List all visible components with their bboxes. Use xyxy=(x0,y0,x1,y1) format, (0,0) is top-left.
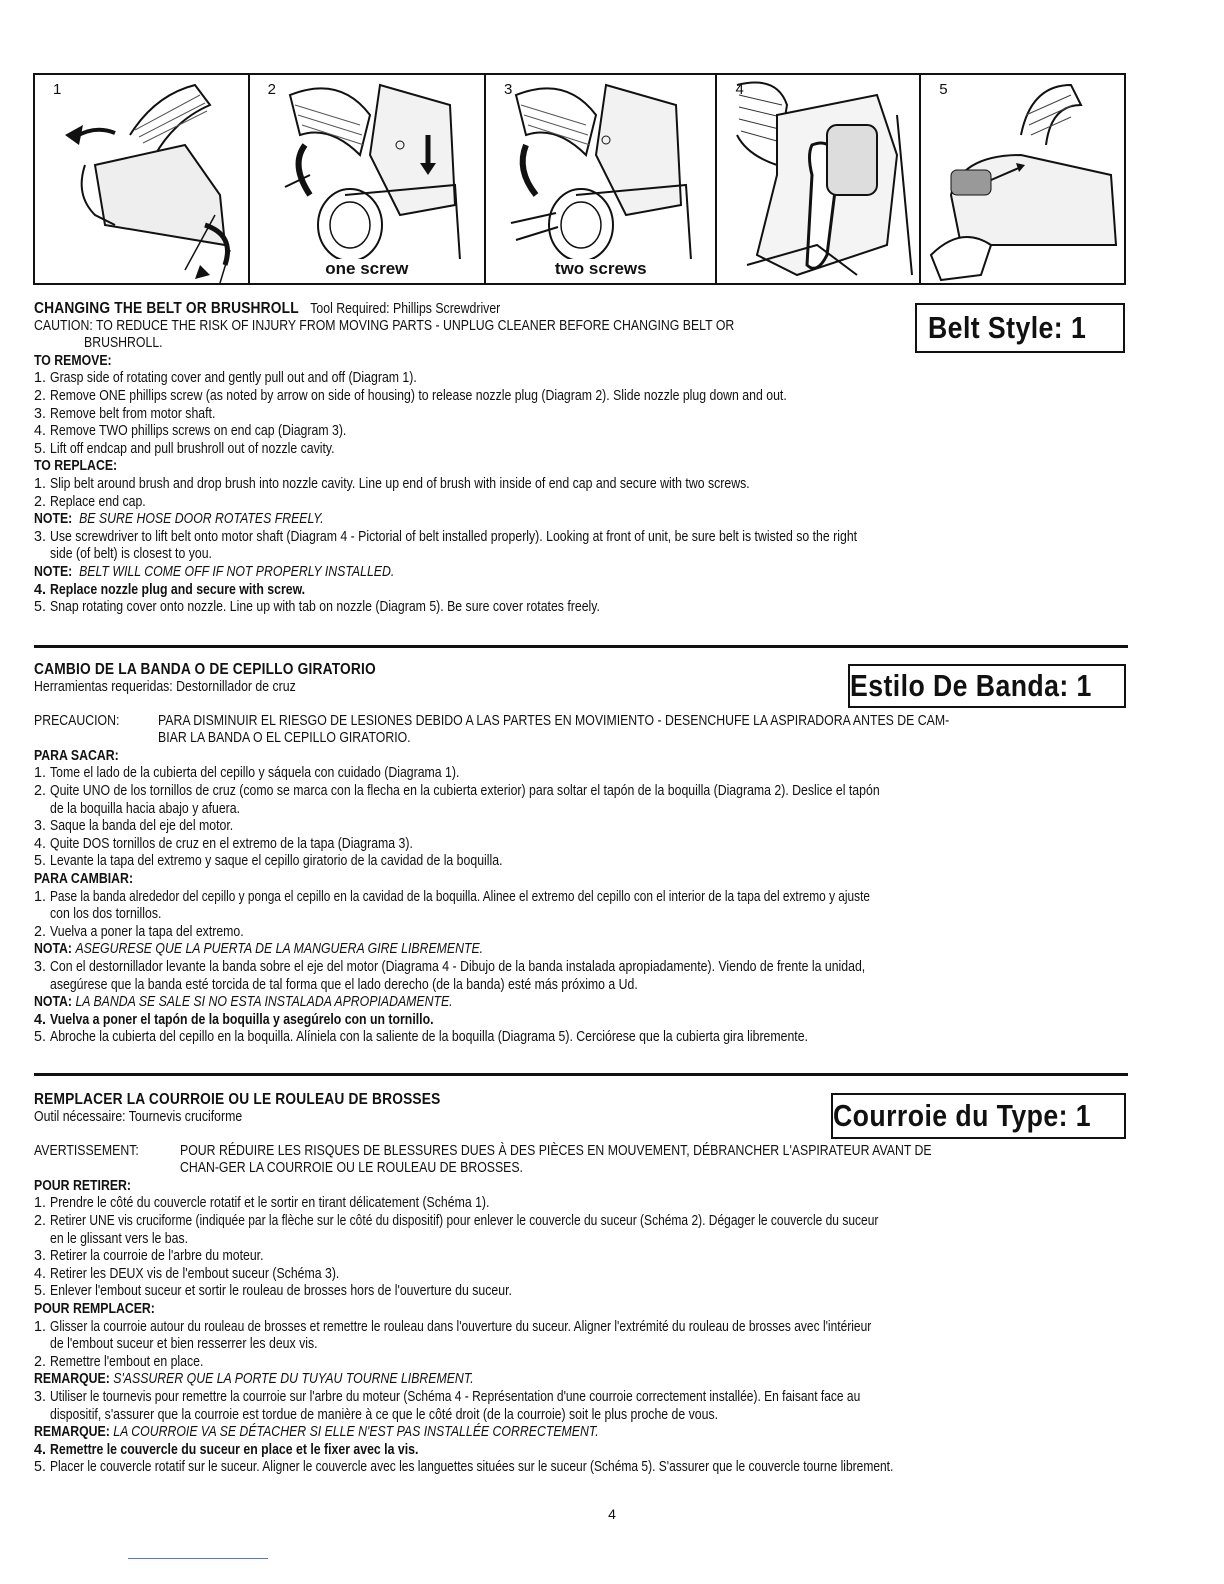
list-item: 1. Prendre le côté du couvercle rotatif et le sortir en tirant délicatement (Schéma 1). xyxy=(34,1195,490,1212)
spanish-section xyxy=(34,661,1128,1047)
list-item: 1. Slip belt around brush and drop brush into nozzle cavity. Line up end of brush with inside of end cap and secure with two screws. xyxy=(34,475,750,492)
list-item-cont: de la boquilla hacia abajo y afuera. xyxy=(50,800,241,817)
list-item: 1. Grasp side of rotating cover and gently pull out and off (Diagram 1). xyxy=(34,370,417,387)
divider xyxy=(34,645,1128,648)
list-item: 5. Enlever l'embout suceur et sortir le rouleau de brosses hors de l'ouverture du suceur. xyxy=(34,1283,512,1300)
list-item-cont: dispositif, s'assurer que la courroie est tordue de manière à ce que le côté droit (de la courroie) soit le plus proche de vous. xyxy=(50,1406,719,1423)
list-item-cont: asegúrese que la banda esté torcida de tal forma que el lado derecho (de la banda) esté más próximo a Ud. xyxy=(50,976,638,993)
list-item: 2. Remove ONE phillips screw (as noted by arrow on side of housing) to release nozzle plug (Diagram 2). Slide nozzle plug down and out. xyxy=(34,387,787,404)
belt-style-box: Belt Style: 1 xyxy=(915,303,1125,353)
french-remove-heading: POUR RETIRER: xyxy=(34,1177,132,1194)
list-item: 2. Remettre l'embout en place. xyxy=(34,1353,204,1370)
english-tool: Tool Required: Phillips Screwdriver xyxy=(310,301,501,317)
list-item-cont: con los dos tornillos. xyxy=(50,906,162,923)
diagram-caption: one screw xyxy=(250,259,484,279)
diagram-1 xyxy=(35,75,250,283)
list-item: 3. Retirer la courroie de l'arbre du moteur. xyxy=(34,1248,264,1265)
spanish-caution: PRECAUCION: PARA DISMINUIR EL RIESGO DE LESIONES DEBIDO A LAS PARTES EN MOVIMIENTO - DESENCHUFE LA ASPIRADORA ANTES DE CAM- xyxy=(34,712,950,729)
french-caution: AVERTISSEMENT: POUR RÉDUIRE LES RISQUES DE BLESSURES DUES À DES PIÈCES EN MOUVEMENT, DÉBRANCHER L'ASPIRATEUR AVANT DE xyxy=(34,1142,932,1159)
list-item: 5. Lift off endcap and pull brushroll out of nozzle cavity. xyxy=(34,440,335,457)
english-note-1: NOTE: BE SURE HOSE DOOR ROTATES FREELY. xyxy=(34,511,324,528)
diagram-strip xyxy=(33,73,1126,285)
divider xyxy=(34,1073,1128,1076)
list-item: 2. Quite UNO de los tornillos de cruz (como se marca con la flecha en la cubierta exterior) para soltar el tapón de la boquilla (Diagrama 2). Deslice el tapón xyxy=(34,782,880,799)
english-caution-cont: BRUSHROLL. xyxy=(84,335,163,352)
list-item: 4. Replace nozzle plug and secure with screw. xyxy=(34,581,306,598)
spanish-tool: Herramientas requeridas: Destornillador de cruz xyxy=(34,679,296,695)
english-title: CHANGING THE BELT OR BRUSHROLL xyxy=(34,300,299,317)
diagram-3 xyxy=(486,75,717,283)
list-item: 3. Utiliser le tournevis pour remettre la courroie sur l'arbre du moteur (Schéma 4 - Représentation d'une courroie correctement installée). En faisant face au xyxy=(34,1388,861,1405)
list-item: 3. Remove belt from motor shaft. xyxy=(34,405,216,422)
diagram-number: 1 xyxy=(53,81,62,98)
diagram-2 xyxy=(250,75,486,283)
diagram-4 xyxy=(717,75,921,283)
diagram-1-illustration xyxy=(35,75,250,283)
diagram-number: 4 xyxy=(735,81,744,98)
english-caution: CAUTION: TO REDUCE THE RISK OF INJURY FROM MOVING PARTS - UNPLUG CLEANER BEFORE CHANGING BELT OR xyxy=(34,317,735,334)
list-item: 1. Tome el lado de la cubierta del cepillo y sáquela con cuidado (Diagrama 1). xyxy=(34,765,460,782)
spanish-replace-heading: PARA CAMBIAR: xyxy=(34,870,134,887)
spanish-title: CAMBIO DE LA BANDA O DE CEPILLO GIRATORIO xyxy=(34,661,376,678)
diagram-caption: two screws xyxy=(486,259,715,279)
spanish-note-2: NOTA: LA BANDA SE SALE SI NO ESTA INSTALADA APROPIADAMENTE. xyxy=(34,994,453,1011)
list-item: 4. Retirer les DEUX vis de l'embout suceur (Schéma 3). xyxy=(34,1265,340,1282)
diagram-number: 5 xyxy=(939,81,948,98)
french-caution-cont: CHAN-GER LA COURROIE OU LE ROULEAU DE BROSSES. xyxy=(180,1160,523,1177)
list-item: 5. Abroche la cubierta del cepillo en la boquilla. Alíniela con la saliente de la boquilla (Diagrama 5). Cerciórese que la cubierta gira libremente. xyxy=(34,1029,808,1046)
page-number: 4 xyxy=(608,1506,616,1522)
list-item: 1. Pase la banda alrededor del cepillo y ponga el cepillo en la cavidad de la boquilla. Alinee el extremo del cepillo con el interior de la tapa del extremo y ajuste xyxy=(34,888,870,905)
spanish-style-box: Estilo De Banda: 1 xyxy=(848,664,1126,708)
spanish-note-1: NOTA: ASEGURESE QUE LA PUERTA DE LA MANGUERA GIRE LIBREMENTE. xyxy=(34,941,484,958)
list-item: 3. Use screwdriver to lift belt onto motor shaft (Diagram 4 - Pictorial of belt installed properly). Looking at front of unit, be sure belt is twisted so the right xyxy=(34,528,858,545)
diagram-3-illustration xyxy=(486,75,717,283)
list-item: 5. Snap rotating cover onto nozzle. Line up with tab on nozzle (Diagram 5). Be sure cover rotates freely. xyxy=(34,599,600,616)
french-section xyxy=(34,1091,1128,1477)
diagram-2-illustration xyxy=(250,75,486,283)
diagram-number: 2 xyxy=(267,81,276,98)
french-replace-heading: POUR REMPLACER: xyxy=(34,1300,155,1317)
diagram-5 xyxy=(921,75,1124,283)
french-style-box: Courroie du Type: 1 xyxy=(831,1093,1126,1139)
list-item: 2. Replace end cap. xyxy=(34,493,146,510)
list-item: 5. Placer le couvercle rotatif sur le suceur. Aligner le couvercle avec les languettes situées sur le suceur (Schéma 5). S'assurer que le couvercle tourne librement. xyxy=(34,1459,894,1476)
list-item: 5. Levante la tapa del extremo y saque el cepillo giratorio de la cavidad de la boquilla. xyxy=(34,853,503,870)
french-title: REMPLACER LA COURROIE OU LE ROULEAU DE BROSSES xyxy=(34,1091,441,1108)
list-item: 2. Retirer UNE vis cruciforme (indiquée par la flèche sur le côté du dispositif) pour enlever le couvercle du suceur (Schéma 2). Dégager le couvercle du suceur xyxy=(34,1212,879,1229)
list-item: 1. Glisser la courroie autour du rouleau de brosses et remettre le rouleau dans l'ouverture du suceur. Aligner l'extrémité du rouleau de brosses avec l'intérieur xyxy=(34,1318,872,1335)
french-note-1: REMARQUE: S'ASSURER QUE LA PORTE DU TUYAU TOURNE LIBREMENT. xyxy=(34,1371,474,1388)
list-item-cont: de l'embout suceur et bien resserrer les deux vis. xyxy=(50,1336,318,1353)
french-note-2: REMARQUE: LA COURROIE VA SE DÉTACHER SI ELLE N'EST PAS INSTALLÉE CORRECTEMENT. xyxy=(34,1424,599,1441)
english-note-2: NOTE: BELT WILL COME OFF IF NOT PROPERLY INSTALLED. xyxy=(34,563,395,580)
list-item: 4. Remettre le couvercle du suceur en place et le fixer avec la vis. xyxy=(34,1441,419,1458)
list-item-cont: side (of belt) is closest to you. xyxy=(50,546,212,563)
diagram-5-illustration xyxy=(921,75,1124,283)
list-item: 3. Con el destornillador levante la banda sobre el eje del motor (Diagrama 4 - Dibujo de la banda instalada apropiadamente). Viendo de frente la unidad, xyxy=(34,958,866,975)
english-remove-heading: TO REMOVE: xyxy=(34,352,112,369)
spanish-caution-cont: BIAR LA BANDA O EL CEPILLO GIRATORIO. xyxy=(158,730,411,747)
diagram-4-illustration xyxy=(717,75,921,283)
english-replace-heading: TO REPLACE: xyxy=(34,458,118,475)
list-item: 4. Remove TWO phillips screws on end cap (Diagram 3). xyxy=(34,423,347,440)
list-item: 4. Quite DOS tornillos de cruz en el extremo de la tapa (Diagrama 3). xyxy=(34,835,413,852)
list-item: 2. Vuelva a poner la tapa del extremo. xyxy=(34,923,244,940)
diagram-number: 3 xyxy=(504,81,513,98)
footer-line xyxy=(128,1558,268,1559)
french-tool: Outil nécessaire: Tournevis cruciforme xyxy=(34,1109,243,1125)
list-item: 4. Vuelva a poner el tapón de la boquilla y asegúrelo con un tornillo. xyxy=(34,1011,434,1028)
list-item-cont: en le glissant vers le bas. xyxy=(50,1230,189,1247)
list-item: 3. Saque la banda del eje del motor. xyxy=(34,818,234,835)
spanish-remove-heading: PARA SACAR: xyxy=(34,747,119,764)
